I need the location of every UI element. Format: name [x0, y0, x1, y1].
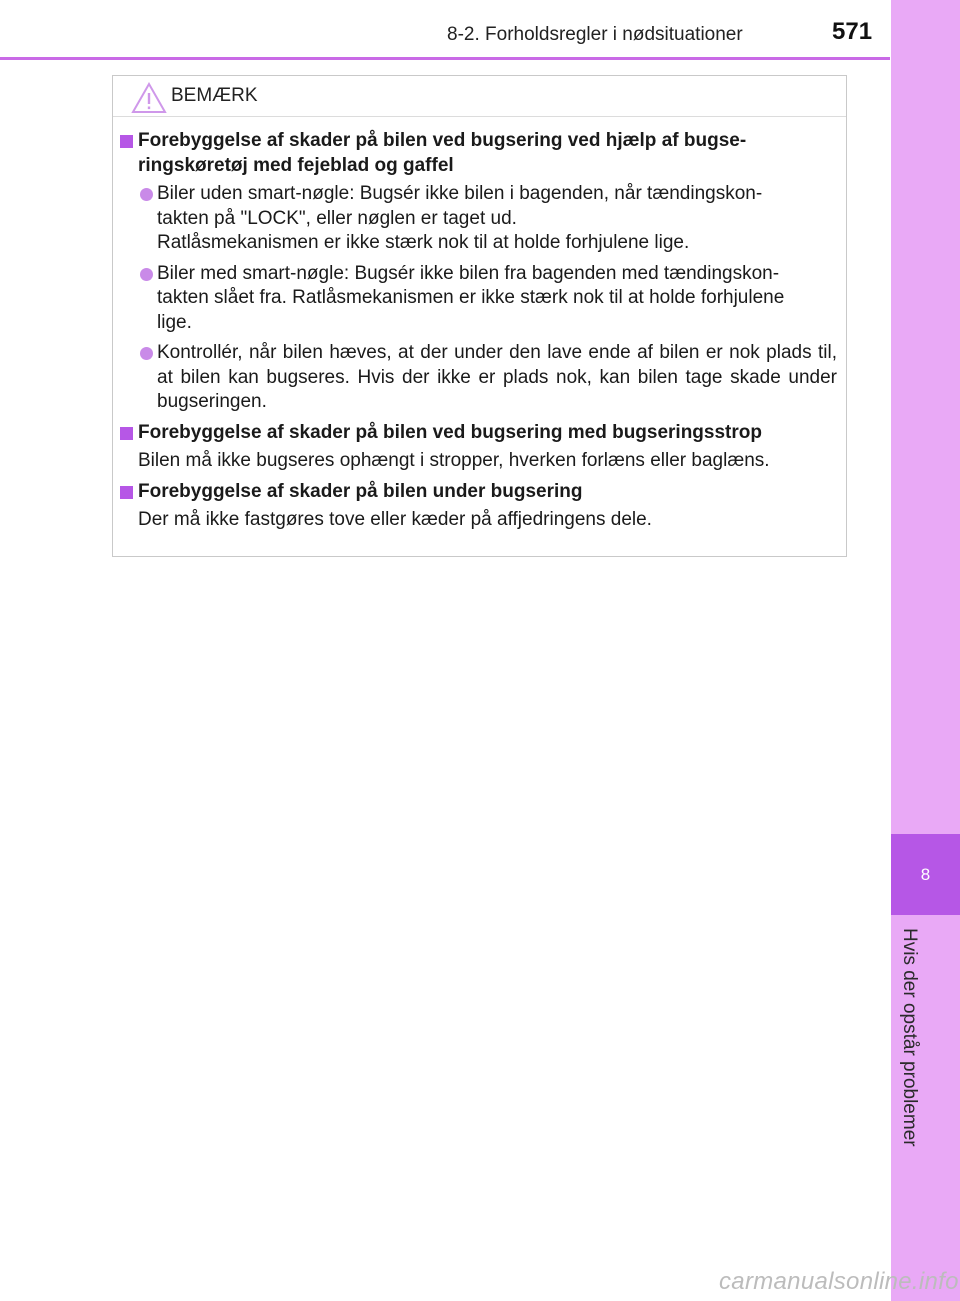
section-text: Bilen må ikke bugseres ophængt i stropper, hverken forlæns eller baglæns. — [138, 450, 770, 471]
chapter-number-tab[interactable]: 8 — [891, 834, 960, 915]
section-text: Der må ikke fastgøres tove eller kæder på affjedringens dele. — [138, 509, 652, 530]
notice-box — [112, 75, 847, 557]
heading-line: Forebyggelse af skader på bilen ved bugsering ved hjælp af bugse- — [138, 130, 747, 151]
list-item — [113, 182, 837, 256]
section-title: 8-2. Forholdsregler i nødsituationer — [447, 24, 743, 45]
section-heading — [113, 421, 837, 446]
chapter-title: Hvis der opstår problemer — [899, 928, 920, 1147]
list-item-line: Biler uden smart-nøgle: Bugsér ikke bilen i bagenden, når tændingskon- — [157, 183, 763, 204]
notice-header — [113, 76, 846, 117]
round-bullet-icon — [140, 188, 153, 201]
square-bullet-icon — [120, 427, 133, 440]
list-item — [113, 341, 837, 415]
heading-line: ringskøretøj med fejeblad og gaffel — [138, 154, 454, 176]
notice-title: BEMÆRK — [171, 85, 258, 106]
section-heading — [113, 129, 837, 178]
warning-triangle-icon — [131, 82, 167, 114]
list-item-line: takten på "LOCK", eller nøglen er taget ud. — [157, 207, 517, 229]
list-item-line: Ratlåsmekanismen er ikke stærk nok til at holde forhjulene lige. — [157, 232, 690, 253]
heading-text: Forebyggelse af skader på bilen under bugsering — [138, 480, 583, 502]
list-item-line: takten slået fra. Ratlåsmekanismen er ikke stærk nok til at holde forhjulene — [157, 287, 785, 308]
page-number: 571 — [832, 18, 873, 45]
list-item-line: lige. — [157, 311, 192, 333]
list-item-text: Kontrollér, når bilen hæves, at der under den lave ende af bilen er nok plads til, at bilen kan bugseres. Hvis der ikke er plads nok, kan bilen tage skade under bugseringen. — [157, 342, 837, 412]
notice-body — [113, 129, 846, 539]
section-heading — [113, 480, 837, 505]
round-bullet-icon — [140, 268, 153, 281]
heading-text: Forebyggelse af skader på bilen ved bugsering med bugseringsstrop — [138, 421, 762, 443]
square-bullet-icon — [120, 486, 133, 499]
round-bullet-icon — [140, 347, 153, 360]
header-divider — [0, 57, 890, 60]
watermark: carmanualsonline.info — [719, 1268, 959, 1295]
list-item-line: Biler med smart-nøgle: Bugsér ikke bilen fra bagenden med tændingskon- — [157, 262, 780, 284]
list-item — [113, 262, 837, 336]
square-bullet-icon — [120, 135, 133, 148]
